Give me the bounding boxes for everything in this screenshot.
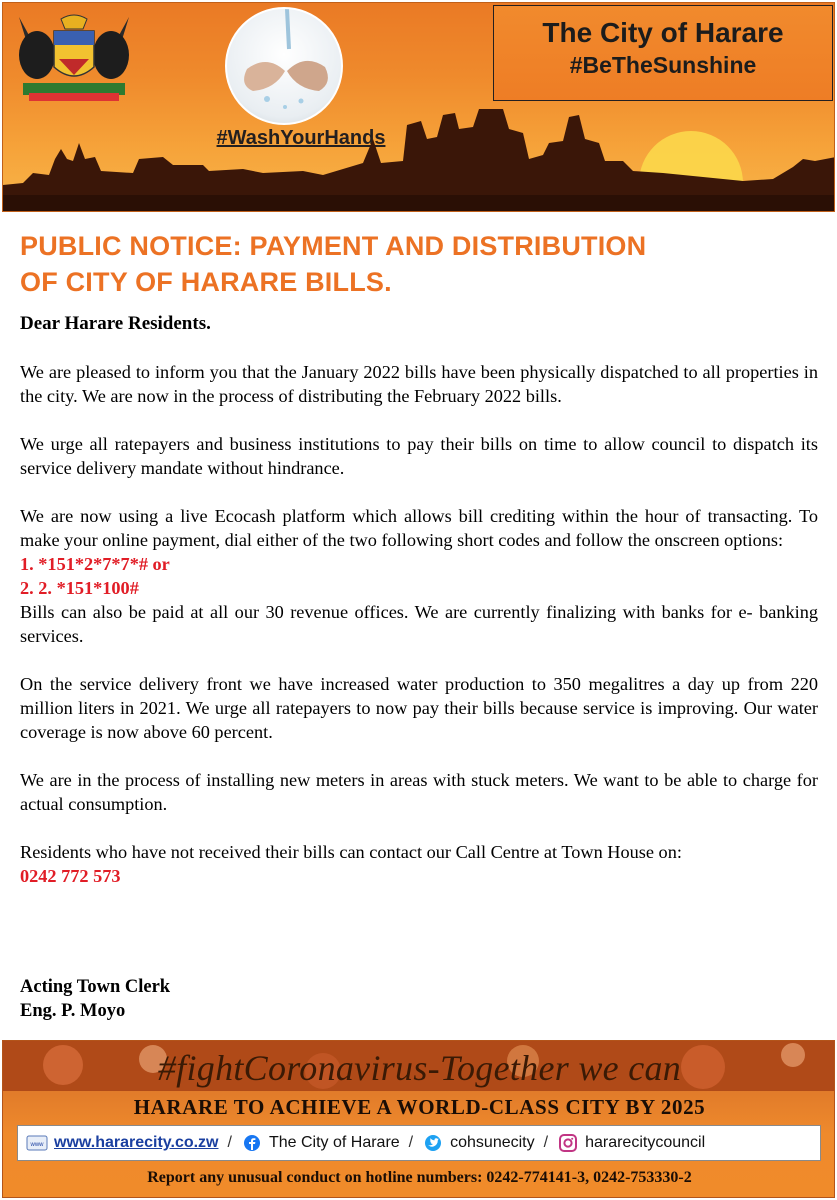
svg-text:www: www (30, 1142, 44, 1148)
hotline-numbers: Report any unusual conduct on hotline numbers: 0242-774141-3, 0242-753330-2 (147, 1169, 692, 1186)
separator: / (227, 1134, 232, 1151)
globe-icon (26, 1134, 48, 1152)
notice-title-line2: OF CITY OF HARARE BILLS. (20, 267, 392, 297)
signatory-name: Eng. P. Moyo (20, 1001, 126, 1021)
facebook-link[interactable] (241, 1134, 400, 1152)
city-title-box (493, 5, 833, 101)
instagram-handle[interactable]: hararecitycouncil (585, 1134, 706, 1151)
header-banner (2, 2, 835, 212)
wash-hands-hashtag: #WashYourHands (216, 127, 386, 149)
salutation: Dear Harare Residents. (20, 313, 211, 334)
footer-banner (2, 1040, 835, 1198)
signatory-role: Acting Town Clerk (20, 977, 171, 997)
twitter-handle[interactable]: cohsunecity (450, 1134, 535, 1151)
notice-title-line1: PUBLIC NOTICE: PAYMENT AND DISTRIBUTION (20, 231, 647, 261)
public-notice (20, 228, 818, 888)
instagram-icon (557, 1134, 579, 1152)
paragraph-water-production: On the service delivery front we have increased water production to 350 megalitres a day up from 220 million liters in 2021. We urge all ratepayers to now pay their bills because service is improving. Our water coverage is now above 60 percent. (20, 674, 818, 742)
separator: / (408, 1134, 414, 1151)
social-links-bar (17, 1125, 821, 1161)
facebook-icon (241, 1134, 263, 1152)
twitter-icon (422, 1134, 444, 1152)
paragraph-dispatch: We are pleased to inform you that the January 2022 bills have been physically dispatched to all properties in the city. We are now in the process of distributing the February 2022 bills. (20, 362, 818, 406)
city-title: The City of Harare (542, 17, 784, 48)
fight-coronavirus-slogan: #fightCoronavirus-Together we can (157, 1048, 682, 1088)
call-centre-phone: 0242 772 573 (20, 866, 121, 886)
paragraph-ecocash: We are now using a live Ecocash platform which allows bill crediting within the hour of transacting. To make your online payment, dial either of the two following short codes and follow the onscreen options: (20, 506, 818, 550)
facebook-handle[interactable]: The City of Harare (268, 1134, 400, 1151)
website-link[interactable] (26, 1134, 219, 1152)
instagram-link[interactable] (557, 1134, 705, 1152)
paragraph-new-meters: We are in the process of installing new meters in areas with stuck meters. We want to be able to charge for actual consumption. (20, 770, 818, 814)
coat-of-arms-icon (9, 9, 139, 105)
paragraph-pay-on-time: We urge all ratepayers and business institutions to pay their bills on time to allow council to dispatch its service delivery mandate without hindrance. (20, 434, 818, 478)
world-class-city-slogan: HARARE TO ACHIEVE A WORLD-CLASS CITY BY 2025 (133, 1095, 706, 1119)
twitter-link[interactable] (422, 1134, 535, 1152)
city-skyline-graphic (3, 99, 835, 212)
paragraph-revenue-offices: Bills can also be paid at all our 30 revenue offices. We are currently finalizing with banks for e- banking services. (20, 602, 818, 646)
short-code-1: 1. *151*2*7*7*# or (20, 554, 170, 574)
short-code-2: 2. 2. *151*100# (20, 578, 139, 598)
website-url[interactable]: www.hararecity.co.zw (54, 1134, 219, 1151)
separator: / (543, 1134, 549, 1151)
city-slogan: #BeTheSunshine (569, 52, 757, 78)
paragraph-call-centre: Residents who have not received their bills can contact our Call Centre at Town House on: (20, 842, 682, 862)
signature-block (20, 975, 170, 1023)
